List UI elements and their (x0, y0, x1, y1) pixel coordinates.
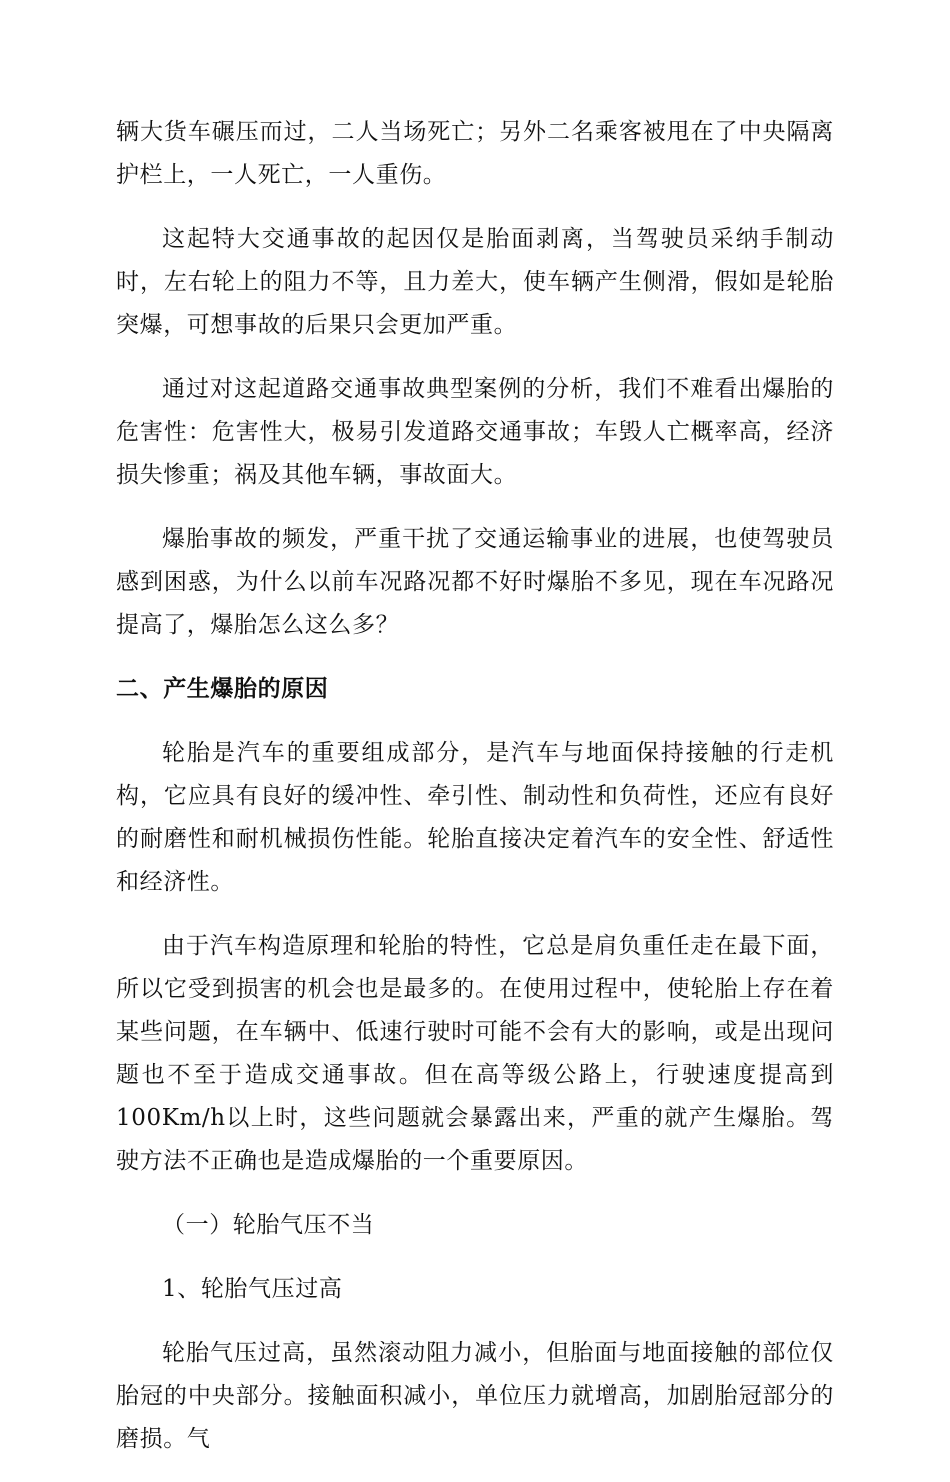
paragraph-cause: 这起特大交通事故的起因仅是胎面剥离，当驾驶员采纳手制动时，左右轮上的阻力不等，且力差大，使车辆产生侧滑，假如是轮胎突爆，可想事故的后果只会更加严重。 (116, 226, 834, 338)
document-page (116, 111, 834, 1482)
paragraph-tire-role: 轮胎是汽车的重要组成部分，是汽车与地面保持接触的行走机构，它应具有良好的缓冲性、牵引性、制动性和负荷性，还应有良好的耐磨性和耐机械损伤性能。轮胎直接决定着汽车的安全性、舒适性和经济性。 (116, 740, 834, 895)
paragraph-high-pressure: 轮胎气压过高，虽然滚动阻力减小，但胎面与地面接触的部位仅胎冠的中央部分。接触面积减小，单位压力就增高，加剧胎冠部分的磨损。气 (116, 1340, 834, 1452)
paragraph-continued: 辆大货车碾压而过，二人当场死亡；另外二名乘客被甩在了中央隔离护栏上，一人死亡，一人重伤。 (116, 119, 834, 188)
paragraph-frequency: 爆胎事故的频发，严重干扰了交通运输事业的进展，也使驾驶员感到困惑，为什么以前车况路况都不好时爆胎不多见，现在车况路况提高了，爆胎怎么这么多？ (116, 526, 834, 638)
subsubsection-heading: 1、轮胎气压过高 (162, 1276, 343, 1302)
paragraph-tire-damage: 由于汽车构造原理和轮胎的特性，它总是肩负重任走在最下面，所以它受到损害的机会也是最多的。在使用过程中，使轮胎上存在着某些问题，在车辆中、低速行驶时可能不会有大的影响，或是出现问题也不至于造成交通事故。但在高等级公路上，行驶速度提高到100Km/h以上时，这些问题就会暴露出来，严重的就产生爆胎。驾驶方法不正确也是造成爆胎的一个重要原因。 (116, 933, 834, 1174)
paragraph-hazard: 通过对这起道路交通事故典型案例的分析，我们不难看出爆胎的危害性：危害性大，极易引发道路交通事故；车毁人亡概率高，经济损失惨重；祸及其他车辆，事故面大。 (116, 376, 834, 488)
subsection-heading: （一）轮胎气压不当 (162, 1212, 375, 1238)
section-heading: 二、产生爆胎的原因 (116, 676, 329, 702)
